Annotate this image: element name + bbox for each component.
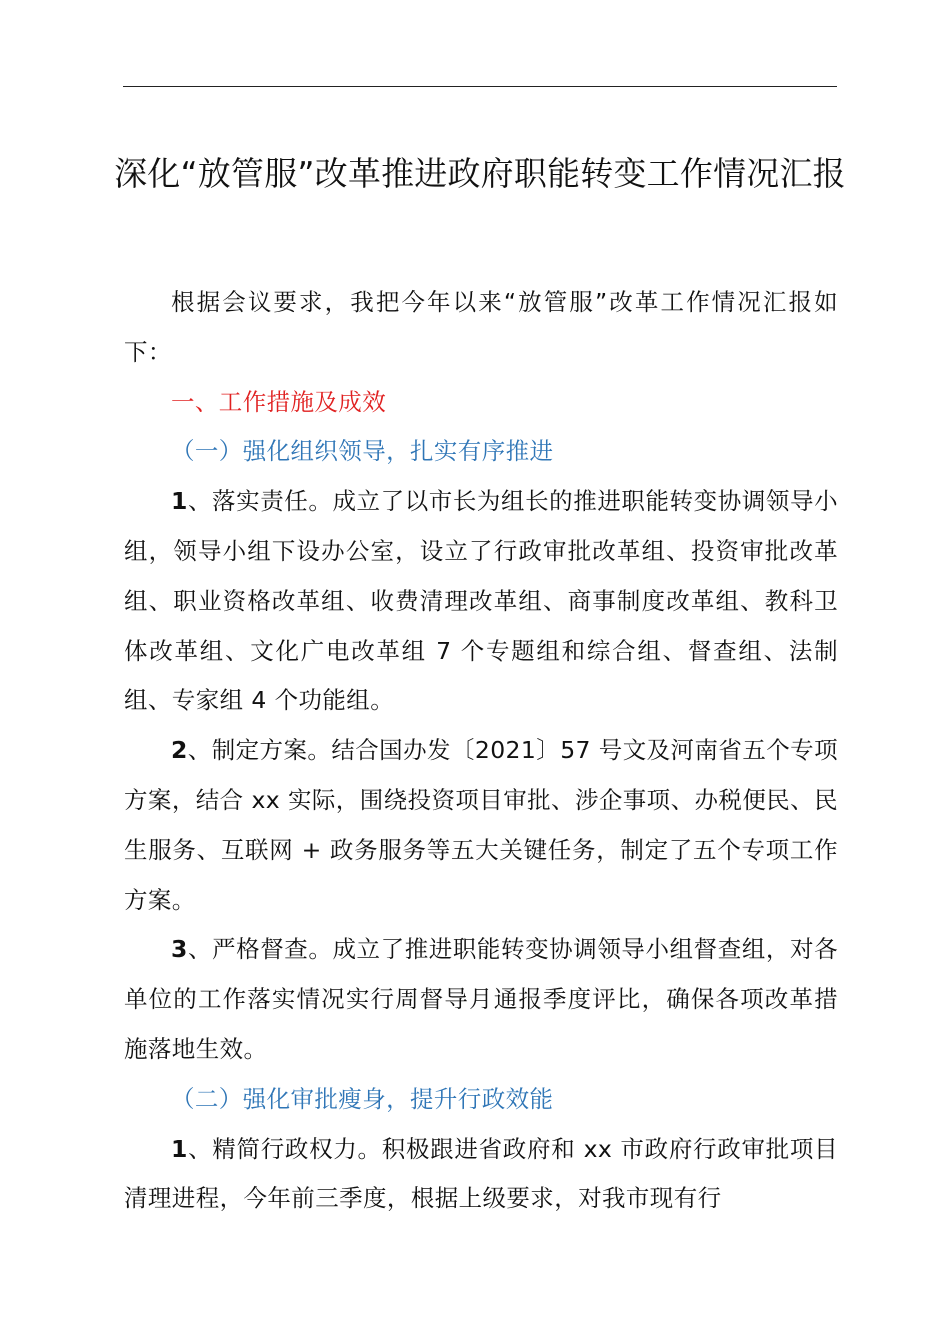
document-body bbox=[124, 278, 838, 1224]
item-1-3 bbox=[124, 925, 838, 1074]
item-text: 、严格督查。成立了推进职能转变协调领导小组督查组，对各单位的工作落实情况实行周督导月通报季度评比，确保各项改革措施落地生效。 bbox=[124, 935, 838, 1063]
item-number: 2 bbox=[171, 736, 188, 765]
header-rule bbox=[123, 86, 837, 87]
item-number: 1 bbox=[171, 487, 188, 516]
item-text: 、精简行政权力。积极跟进省政府和 xx 市政府行政审批项目清理进程，今年前三季度，根据上级要求，对我市现有行 bbox=[124, 1134, 838, 1213]
item-1-2 bbox=[124, 726, 838, 925]
item-number: 1 bbox=[171, 1134, 188, 1163]
item-1-1 bbox=[124, 477, 838, 726]
item-text: 、落实责任。成立了以市长为组长的推进职能转变协调领导小组，领导小组下设办公室，设立了行政审批改革组、投资审批改革组、职业资格改革组、收费清理改革组、商事制度改革组、教科卫体改革组、文化广电改革组 7 个专题组和综合组、督查组、法制组、专家组 4 个功能组。 bbox=[124, 487, 838, 715]
section-heading-1: 一、工作措施及成效 bbox=[171, 387, 387, 416]
document-title: 深化“放管服”改革推进政府职能转变工作情况汇报 bbox=[114, 154, 846, 193]
subsection-heading-1: （一）强化组织领导，扎实有序推进 bbox=[171, 437, 554, 466]
item-number: 3 bbox=[171, 935, 188, 964]
item-2-1 bbox=[124, 1125, 838, 1225]
intro-paragraph: 根据会议要求，我把今年以来“放管服”改革工作情况汇报如下： bbox=[124, 288, 838, 366]
subsection-heading-2: （二）强化审批瘦身，提升行政效能 bbox=[171, 1084, 554, 1113]
item-text: 、制定方案。结合国办发〔2021〕57 号文及河南省五个专项方案，结合 xx 实际，围绕投资项目审批、涉企事项、办税便民、民生服务、互联网 + 政务服务等五大关键任务，制定了五个专项工作方案。 bbox=[124, 736, 838, 914]
